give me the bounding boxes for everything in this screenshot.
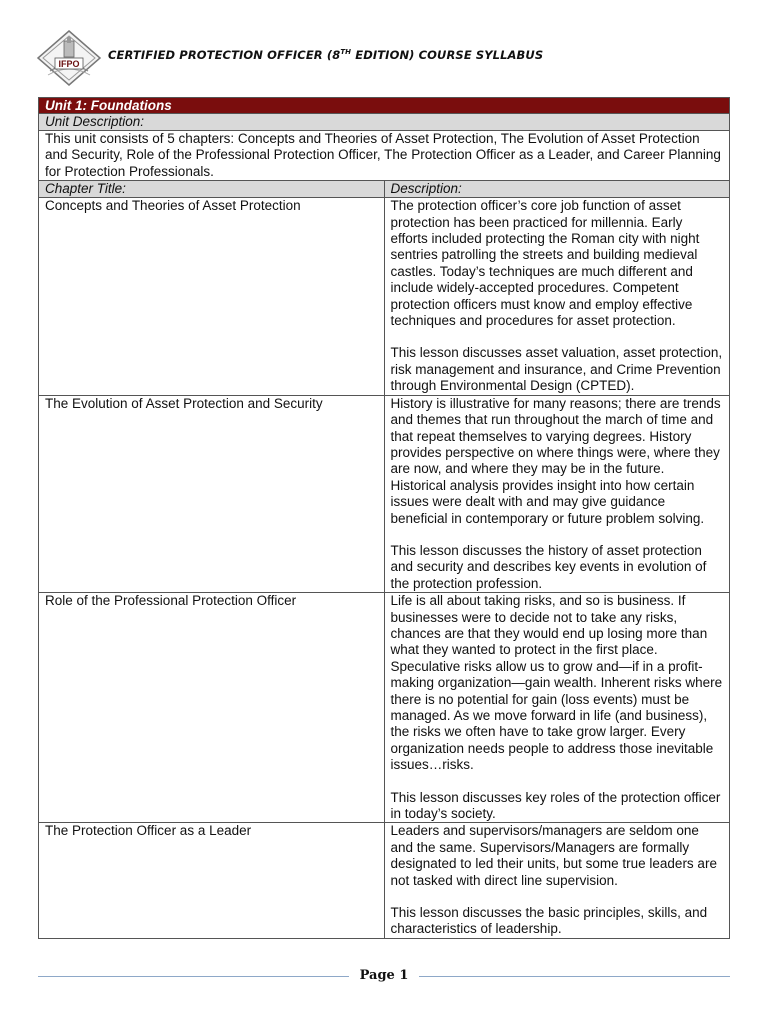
chapter-title-header: Chapter Title: bbox=[39, 181, 385, 198]
description-header: Description: bbox=[384, 181, 730, 198]
ifpo-logo bbox=[36, 29, 102, 87]
chapter-description bbox=[384, 395, 730, 592]
chapter-title: Concepts and Theories of Asset Protection bbox=[39, 198, 385, 395]
chapter-description bbox=[384, 823, 730, 938]
lesson-summary: This lesson discusses key roles of the protection officer in today’s society. bbox=[390, 789, 721, 822]
table-row bbox=[39, 593, 730, 823]
syllabus-table bbox=[38, 97, 730, 939]
footer-rule-right bbox=[419, 976, 730, 977]
title-superscript: TH bbox=[340, 48, 352, 57]
lesson-summary: This lesson discusses asset valuation, asset protection, risk management and insurance, and Crime Prevention through Environmental Design (CPTED). bbox=[390, 345, 723, 394]
title-text-rest: EDITION) COURSE SYLLABUS bbox=[351, 48, 544, 62]
chapter-title: The Protection Officer as a Leader bbox=[39, 823, 385, 938]
description-paragraph: Life is all about taking risks, and so is business. If businesses were to decide not to take any risks, chances are that they would end up losing more than what they wanted to protect in the first place. Speculative risks allow us to grow and—if in a profit-making organization—gain wealth. Inherent risks where there is no potential for gain (loss events) must be managed. As we move forward in life (and business), the risks we often have to take grow larger. Every organization needs people to address those inevitable issues…risks. bbox=[390, 593, 723, 773]
footer-rule-left bbox=[38, 976, 349, 977]
unit-description: This unit consists of 5 chapters: Concepts and Theories of Asset Protection, The Evolution of Asset Protection and Security, Role of the Professional Protection Officer, The Protection Officer as a Leader, and Career Planning for Protection Professionals. bbox=[39, 131, 730, 181]
lesson-summary: This lesson discusses the basic principles, skills, and characteristics of leadership. bbox=[390, 905, 708, 937]
table-row bbox=[39, 395, 730, 592]
description-paragraph: History is illustrative for many reasons; there are trends and themes that run throughout the march of time and that repeat themselves to varying degrees. History provides perspective on where things were, where they are now, and where they may be in the future. Historical analysis provides insight into how certain issues were dealt with and may give guidance beneficial in contemporary or future problem solving. bbox=[390, 395, 721, 526]
chapter-title: The Evolution of Asset Protection and Security bbox=[39, 395, 385, 592]
description-paragraph: Leaders and supervisors/managers are seldom one and the same. Supervisors/Managers are formally designated to led their units, but some true leaders are not tasked with direct line supervision. bbox=[390, 823, 717, 888]
chapter-description bbox=[384, 198, 730, 395]
description-paragraph: The protection officer’s core job function of asset protection has been practiced for millennia. Early efforts included protecting the Roman city with night sentries patrolling the streets and building medieval castles. Today’s techniques are much different and include widely-accepted procedures. Competent protection officers must know and employ effective techniques and procedures for asset protection. bbox=[390, 198, 700, 329]
lesson-summary: This lesson discusses the history of asset protection and security and describes key events in evolution of the protection profession. bbox=[390, 542, 707, 591]
logo-text: IFPO bbox=[58, 59, 80, 69]
table-row bbox=[39, 823, 730, 938]
document-title bbox=[108, 48, 543, 62]
page-footer bbox=[38, 966, 730, 988]
document-header bbox=[36, 28, 543, 88]
table-row bbox=[39, 198, 730, 395]
page-number: Page 1 bbox=[359, 968, 409, 983]
unit-title: Unit 1: Foundations bbox=[39, 98, 730, 114]
chapter-title: Role of the Professional Protection Officer bbox=[39, 593, 385, 823]
chapter-description bbox=[384, 593, 730, 823]
unit-description-label: Unit Description: bbox=[39, 114, 730, 131]
title-text-main: CERTIFIED PROTECTION OFFICER (8 bbox=[108, 48, 341, 62]
